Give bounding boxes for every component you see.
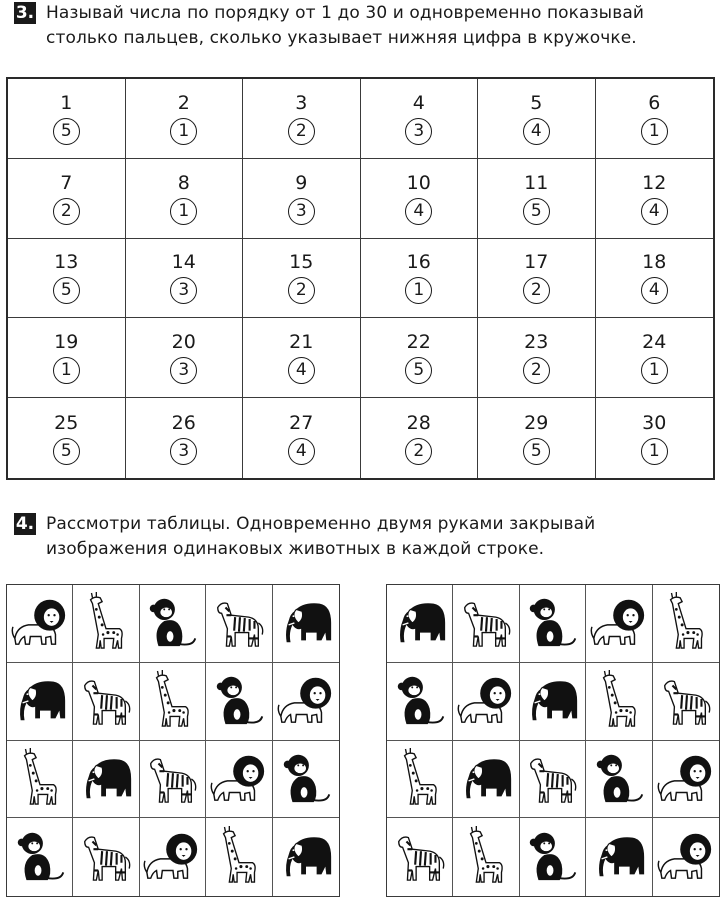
- count-number: 3: [295, 91, 308, 114]
- fingers-circle: 3: [170, 277, 197, 304]
- animal-cell: [73, 663, 139, 741]
- giraffe-icon: [143, 668, 201, 734]
- count-number: 26: [171, 411, 196, 434]
- animal-cell: [453, 663, 519, 741]
- animal-cell: [140, 741, 206, 819]
- animal-cell: [520, 818, 586, 896]
- giraffe-icon: [210, 824, 268, 890]
- monkey-icon: [590, 746, 648, 812]
- fingers-circle: 2: [523, 277, 550, 304]
- count-number: 8: [177, 171, 190, 194]
- animal-table-right: [386, 584, 720, 897]
- animal-cell: [387, 818, 453, 896]
- number-cell: [478, 79, 596, 159]
- lion-icon: [457, 668, 515, 734]
- count-number: 22: [406, 331, 431, 354]
- number-cell: [596, 79, 714, 159]
- zebra-icon: [77, 668, 135, 734]
- number-cell: [478, 159, 596, 239]
- animal-cell: [206, 741, 272, 819]
- number-cell: [126, 398, 244, 478]
- elephant-icon: [77, 746, 135, 812]
- fingers-circle: 5: [53, 118, 80, 145]
- lion-icon: [657, 746, 715, 812]
- task-number-badge: 3.: [15, 3, 35, 23]
- animal-cell: [7, 585, 73, 663]
- lion-icon: [143, 824, 201, 890]
- task-number-badge: 4.: [15, 514, 35, 534]
- giraffe-icon: [590, 668, 648, 734]
- animal-cell: [520, 741, 586, 819]
- number-cell: [126, 159, 244, 239]
- count-number: 10: [406, 171, 431, 194]
- fingers-circle: 1: [641, 118, 668, 145]
- animal-cell: [453, 818, 519, 896]
- count-number: 24: [642, 331, 667, 354]
- count-number: 2: [177, 91, 190, 114]
- number-cell: [8, 398, 126, 478]
- fingers-circle: 4: [523, 118, 550, 145]
- elephant-icon: [391, 590, 449, 656]
- lion-icon: [590, 590, 648, 656]
- number-cell: [361, 159, 479, 239]
- monkey-icon: [523, 590, 581, 656]
- task-instruction: Называй числа по порядку от 1 до 30 и одновременно показывай столько пальцев, сколько указывает нижняя цифра в кружочке.: [46, 3, 644, 48]
- animal-cell: [206, 663, 272, 741]
- number-cell: [596, 318, 714, 398]
- count-number: 25: [54, 411, 79, 434]
- number-cell: [8, 79, 126, 159]
- elephant-icon: [277, 590, 335, 656]
- fingers-circle: 4: [288, 438, 315, 465]
- number-cell: [126, 318, 244, 398]
- count-number: 13: [54, 251, 79, 274]
- animal-cell: [140, 663, 206, 741]
- fingers-circle: 1: [641, 438, 668, 465]
- fingers-circle: 3: [288, 198, 315, 225]
- count-number: 28: [406, 411, 431, 434]
- animal-cell: [7, 741, 73, 819]
- fingers-circle: 1: [170, 198, 197, 225]
- number-cell: [126, 239, 244, 319]
- count-number: 20: [171, 331, 196, 354]
- count-number: 19: [54, 331, 79, 354]
- fingers-circle: 4: [405, 198, 432, 225]
- elephant-icon: [590, 824, 648, 890]
- fingers-circle: 5: [405, 357, 432, 384]
- fingers-circle: 4: [641, 198, 668, 225]
- fingers-circle: 3: [170, 438, 197, 465]
- count-number: 5: [530, 91, 543, 114]
- giraffe-icon: [391, 746, 449, 812]
- lion-icon: [657, 824, 715, 890]
- animal-cell: [453, 585, 519, 663]
- fingers-circle: 1: [53, 357, 80, 384]
- number-cell: [8, 318, 126, 398]
- task-4-header: [14, 512, 696, 562]
- animal-cell: [273, 585, 339, 663]
- animal-cell: [653, 741, 719, 819]
- count-number: 7: [60, 171, 73, 194]
- elephant-icon: [277, 824, 335, 890]
- monkey-icon: [391, 668, 449, 734]
- number-cell: [8, 239, 126, 319]
- number-table: [6, 77, 715, 480]
- animal-cell: [586, 585, 652, 663]
- count-number: 6: [648, 91, 661, 114]
- animal-cell: [586, 818, 652, 896]
- giraffe-icon: [77, 590, 135, 656]
- monkey-icon: [210, 668, 268, 734]
- giraffe-icon: [457, 824, 515, 890]
- fingers-circle: 2: [405, 438, 432, 465]
- animal-cell: [140, 585, 206, 663]
- fingers-circle: 3: [405, 118, 432, 145]
- fingers-circle: 4: [641, 277, 668, 304]
- number-cell: [478, 239, 596, 319]
- animal-cell: [520, 585, 586, 663]
- task-instruction: Рассмотри таблицы. Одновременно двумя руками закрывай изображения одинаковых животных в каждой строке.: [46, 514, 596, 559]
- animal-cell: [520, 663, 586, 741]
- count-number: 1: [60, 91, 73, 114]
- animal-cell: [586, 663, 652, 741]
- animal-cell: [653, 663, 719, 741]
- monkey-icon: [143, 590, 201, 656]
- count-number: 17: [524, 251, 549, 274]
- giraffe-icon: [11, 746, 69, 812]
- number-cell: [243, 318, 361, 398]
- number-cell: [243, 239, 361, 319]
- count-number: 11: [524, 171, 549, 194]
- fingers-circle: 5: [53, 277, 80, 304]
- zebra-icon: [657, 668, 715, 734]
- number-cell: [478, 318, 596, 398]
- elephant-icon: [457, 746, 515, 812]
- animal-cell: [140, 818, 206, 896]
- fingers-circle: 5: [53, 438, 80, 465]
- animal-cell: [387, 741, 453, 819]
- animal-cell: [653, 585, 719, 663]
- fingers-circle: 5: [523, 198, 550, 225]
- number-cell: [361, 398, 479, 478]
- monkey-icon: [11, 824, 69, 890]
- monkey-icon: [523, 824, 581, 890]
- fingers-circle: 1: [405, 277, 432, 304]
- number-cell: [361, 239, 479, 319]
- animal-cell: [73, 818, 139, 896]
- fingers-circle: 1: [170, 118, 197, 145]
- number-cell: [243, 159, 361, 239]
- number-cell: [596, 398, 714, 478]
- animal-cell: [73, 585, 139, 663]
- count-number: 18: [642, 251, 667, 274]
- count-number: 21: [289, 331, 314, 354]
- animal-cell: [387, 585, 453, 663]
- animal-cell: [453, 741, 519, 819]
- zebra-icon: [143, 746, 201, 812]
- giraffe-icon: [657, 590, 715, 656]
- animal-cell: [273, 663, 339, 741]
- lion-icon: [210, 746, 268, 812]
- number-cell: [361, 318, 479, 398]
- animal-cell: [273, 741, 339, 819]
- animal-cell: [7, 663, 73, 741]
- lion-icon: [11, 590, 69, 656]
- elephant-icon: [523, 668, 581, 734]
- number-cell: [596, 239, 714, 319]
- animal-cell: [387, 663, 453, 741]
- count-number: 29: [524, 411, 549, 434]
- zebra-icon: [391, 824, 449, 890]
- animal-cell: [586, 741, 652, 819]
- lion-icon: [277, 668, 335, 734]
- number-cell: [478, 398, 596, 478]
- count-number: 30: [642, 411, 667, 434]
- fingers-circle: 4: [288, 357, 315, 384]
- fingers-circle: 2: [53, 198, 80, 225]
- fingers-circle: 3: [170, 357, 197, 384]
- zebra-icon: [523, 746, 581, 812]
- fingers-circle: 5: [523, 438, 550, 465]
- monkey-icon: [277, 746, 335, 812]
- animal-cell: [206, 585, 272, 663]
- count-number: 14: [171, 251, 196, 274]
- count-number: 16: [406, 251, 431, 274]
- count-number: 23: [524, 331, 549, 354]
- count-number: 12: [642, 171, 667, 194]
- count-number: 9: [295, 171, 308, 194]
- elephant-icon: [11, 668, 69, 734]
- animal-cell: [653, 818, 719, 896]
- zebra-icon: [457, 590, 515, 656]
- number-cell: [361, 79, 479, 159]
- count-number: 15: [289, 251, 314, 274]
- zebra-icon: [77, 824, 135, 890]
- fingers-circle: 1: [641, 357, 668, 384]
- number-cell: [126, 79, 244, 159]
- number-cell: [8, 159, 126, 239]
- number-cell: [243, 398, 361, 478]
- task-3-header: [14, 1, 706, 51]
- animal-cell: [206, 818, 272, 896]
- fingers-circle: 2: [288, 118, 315, 145]
- number-cell: [243, 79, 361, 159]
- zebra-icon: [210, 590, 268, 656]
- count-number: 4: [412, 91, 425, 114]
- fingers-circle: 2: [288, 277, 315, 304]
- animal-table-left: [6, 584, 340, 897]
- animal-cell: [73, 741, 139, 819]
- fingers-circle: 2: [523, 357, 550, 384]
- number-cell: [596, 159, 714, 239]
- animal-cell: [273, 818, 339, 896]
- animal-cell: [7, 818, 73, 896]
- count-number: 27: [289, 411, 314, 434]
